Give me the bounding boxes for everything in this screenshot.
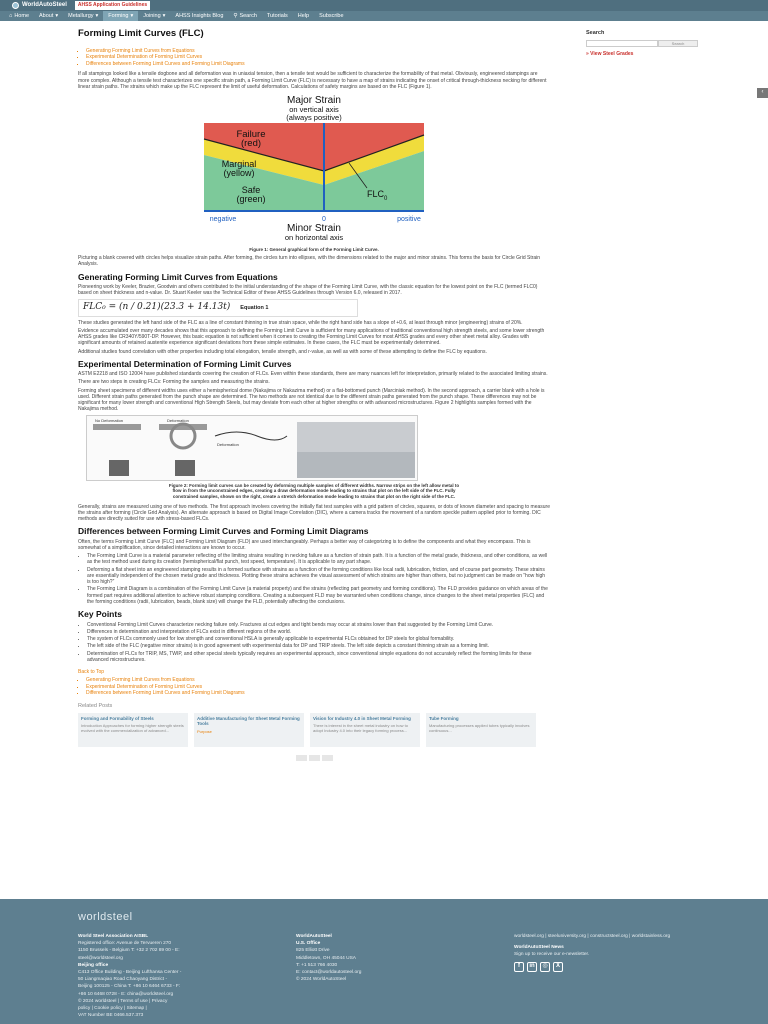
figure-2-caption: Figure 2: Forming limit curves can be created by deforming multiple samples of different widths. Narrow strips on the left allow metal to flow in from the unconstrained edges, creating a draw deformation mode leading to strains that plot on the left side of the FLC. Fully constrained samples, shown on the right, create a stretch deformation mode leading to strains that plot on the right side of the FLC. [168, 482, 460, 499]
related-card[interactable] [426, 713, 536, 747]
footer-heading: WorldAutoSteel [296, 934, 332, 939]
footer-line: Beijing 100125 - China T: +86 10 6464 6733 - F: [78, 984, 181, 990]
heading-generating: Generating Forming Limit Curves from Equations [78, 271, 278, 282]
nav-blog[interactable]: AHSS Insights Blog [175, 12, 224, 19]
equation-formula: FLC₀ = (n / 0.21)(23.3 + 14.13t) [83, 302, 231, 313]
punch-part [109, 460, 129, 476]
list-item: • Differences in determination and interpretation of FLCs exist in different regions of the world. [87, 629, 550, 635]
paragraph: Picturing a blank covered with circles helps visualize strain paths. After forming, the circles turn into ellipses, with the dimensions related to the major and minor strains. This forms the basis for Circle Grid Strain Analysis. [78, 255, 541, 268]
logo-text: WorldAutoSteel [22, 1, 67, 8]
related-card-excerpt: Manufacturing processes applied tubes typically involves continuous... [429, 723, 530, 734]
minor-strain-title: Minor Strain [287, 223, 341, 235]
footer [0, 899, 768, 1024]
list-item: • The Forming Limit Curve is a material parameter reflecting of the limiting strains resulting in necking failure as a function of strain path. It is a function of the metal grade, thickness, and other conditions, as well as the test method used during its creation (hemispherical/flat punch, test speed, temperature). It is applicable to any part shape. [87, 553, 550, 566]
footer-sites-links[interactable]: worldsteel.org | steeluniversity.org | constructsteel.org | worldstainless.org [514, 934, 671, 939]
fig2-label: No Deformation [95, 417, 124, 423]
footer-links [514, 933, 714, 972]
footer-heading: World Steel Association AISBL [78, 934, 149, 939]
footer-line: VAT Number BE 0466.537.373 [78, 1013, 144, 1019]
related-card-title[interactable]: Vision for Industry 4.0 in Sheet Metal Forming [313, 715, 411, 721]
sidebar-search-label: Search [586, 30, 605, 36]
facebook-icon[interactable]: f [514, 962, 524, 972]
nav-joining[interactable]: Joining ▾ [143, 12, 166, 19]
table-of-contents [86, 48, 550, 68]
nav-subscribe[interactable]: Subscribe [319, 12, 344, 19]
toc-link[interactable]: ▪ Generating Forming Limit Curves from Equations [86, 677, 550, 684]
paragraph: Often, the terms Forming Limit Curve (FLC) and Forming Limit Diagram (FLD) are used interchangeably. Perhaps a better way of categorizing is to define the components and what they encompass. This is somewhat of a simplification, since detailed interactions are known to occur. [78, 538, 531, 551]
heading-experimental: Experimental Determination of Forming Limit Curves [78, 358, 292, 369]
toc-link[interactable]: ▪ Experimental Determination of Forming Limit Curves [86, 54, 550, 61]
x-icon[interactable]: X [553, 962, 563, 972]
related-card[interactable] [194, 713, 304, 747]
minor-strain-sub: on horizontal axis [284, 233, 344, 243]
footer-line: T: +1 513 766 4030 [296, 962, 338, 968]
chevron-down-icon: ▾ [162, 12, 166, 19]
marginal-sub: (yellow) [223, 168, 255, 179]
side-toggle[interactable] [757, 88, 768, 98]
positive-label: positive [397, 216, 421, 224]
heading-key-points: Key Points [78, 609, 122, 620]
nav-home[interactable]: ⌂ Home [9, 12, 29, 19]
samples-illustration [87, 416, 419, 482]
toc-link[interactable]: ▪ Experimental Determination of Forming Limit Curves [86, 684, 550, 691]
safe-sub: (green) [236, 194, 266, 205]
negative-label: negative [209, 216, 237, 224]
major-strain-title: Major Strain [287, 95, 341, 107]
view-steel-grades-link[interactable]: » View Steel Grades [586, 50, 634, 57]
chevron-down-icon: ▾ [95, 12, 99, 19]
footer-heading: WorldAutoSteel News [514, 945, 564, 951]
footer-line: Registered office: Avenue de Tervueren 270 [78, 941, 172, 947]
related-card-excerpt: There is interest in the sheet metal industry on how to adopt Industry 4.0 into their legacy forming process... [313, 723, 408, 734]
intro-paragraph: If all stampings looked like a tensile dogbone and all deformation was in uniaxial tension, then a tensile test would be sufficient to characterize the formability of that metal. Obviously, engineered stampings are more complex. Although a tensile test characterizes one specific strain path, a Forming Limit Curve (FLC) is necessary to have a map of strains indicating the onset of critical through-thickness necking for different linear strain paths. The strains which make up the FLC represent the limit of useful deformation. Calculations of safety margins are based on the FLC (Figure 1). [78, 71, 547, 90]
footer-line: policy | Cookie policy | Sitemap | [78, 1005, 147, 1011]
nav-help[interactable]: Help [297, 12, 310, 19]
footer-line: © 2024 worldsteel | Terms of use | Privacy [78, 998, 168, 1004]
footer-line: steel@worldsteel.org [78, 955, 123, 961]
footer-line: 50 Liangmaqiao Road Chaoyang District - [78, 977, 168, 983]
marginal-label: Marginal [221, 159, 257, 170]
footer-worldautosteel [296, 933, 466, 983]
paragraph: Additional studies found correlation with other properties including total elongation, tensile strength, and r-value, as well as with some of these attempting to define the FLC by equations. [78, 348, 487, 355]
related-card-title[interactable]: Tube Forming [429, 715, 459, 721]
zero-label: 0 [322, 216, 326, 224]
footer-subheading: Beijing office [78, 962, 109, 968]
related-card-excerpt: Purpose [197, 728, 212, 734]
sidebar [586, 30, 706, 57]
paragraph: These studies generated the left hand side of the FLC as a line of constant thinning in true strain space, while the right hand side has a slope of +0.6, at least through minor (engineering) strains of 20%. [78, 319, 523, 326]
list-item: • Conventional Forming Limit Curves characterize necking failure only. Fractures at cut edges and tight bends may occur at strains lower than that suggested by the Forming Limit Curve. [87, 622, 550, 628]
nav-about[interactable]: About ▾ [39, 12, 59, 19]
pager-prev-button[interactable] [296, 755, 307, 761]
instagram-icon[interactable]: ◎ [540, 962, 550, 972]
paragraph: Generally, strains are measured using one of two methods. The first approach involves covering the initially flat test samples with a grid pattern of circles, squares, or dots of known diameter and spacing to measure the strains after forming (Circle Grid Analysis). An alternate approach is based on Digital Image Correlation (DIC), where a camera tracks the movement of a random speckle pattern applied prior to forming. DIC methods are directly suited for use with stress-based FLCs. [78, 503, 550, 523]
footer-line: 825 Elliott Drive [296, 948, 330, 954]
sheet-curve [215, 432, 287, 440]
article [78, 28, 550, 769]
nav-metallurgy[interactable]: Metallurgy ▾ [68, 12, 99, 19]
key-points-list [87, 622, 550, 664]
list-item: • The Forming Limit Diagram is a combination of the Forming Limit Curve (a material property) and the strains (reflecting part geometry and forming conditions). The FLD provides guidance on which areas of the formed part requires additional attention to achieve robust stamping conditions. Creating a subsequent FLD may be warranted when conditions change, since changes to the sheet metal properties (FLC) and the forming conditions (radii, lubrication, beads, blank size) will change the FLD, potentially affecting the conclusions. [87, 586, 550, 605]
top-bar [0, 0, 768, 11]
flc-sub: 0 [384, 196, 388, 203]
newsletter-signup-link[interactable]: Sign up to receive our e-newsletter. [514, 952, 590, 958]
equation-box [78, 299, 358, 316]
related-card-title[interactable]: Forming and Formability of Steels [81, 715, 154, 721]
toc-link[interactable]: ▪ Differences between Forming Limit Curves and Forming Limit Diagrams [86, 690, 550, 697]
toc-link[interactable]: ▪ Generating Forming Limit Curves from Equations [86, 48, 550, 55]
social-links [514, 962, 714, 972]
footer-line: © 2024 WorldAutoSteel [296, 977, 347, 983]
paragraph: Evidence accumulated over many decades shows that this approach to defining the Forming Limit Curve is sufficient for many applications of traditional conventional high strength steels, and some lower strength AHSS grades like CR340Y/590T-DP. However, this basic equation is not sufficient when it comes to creating the Forming Limit Curves for most AHSS grades and every other sheet metal alloy. Grades with significant amounts of retained austenite experience significant deviations from these simple estimates. In these cases, the FLC must be experimentally determined. [78, 327, 545, 347]
safe-label: Safe [241, 185, 261, 196]
differences-list [87, 553, 550, 605]
guidelines-badge[interactable]: AHSS Application Guidelines [75, 1, 150, 9]
equation-label: Equation 1 [240, 304, 269, 311]
search-input[interactable] [586, 40, 658, 47]
photo-row [297, 422, 415, 452]
linkedin-icon[interactable]: in [527, 962, 537, 972]
list-item: • The left side of the FLC (negative minor strains) is in good agreement with experimental data for DP and TRIP steels. The left side depicts a constant thinning strain as a forming limit. [87, 643, 550, 649]
failure-sub: (red) [240, 138, 262, 150]
nav-tutorials[interactable]: Tutorials [266, 12, 288, 19]
search-icon: ⚲ [233, 12, 238, 19]
figure-1-caption: Figure 1: General graphical form of the Forming Limit Curve. [249, 247, 379, 253]
flc-diagram [199, 93, 429, 245]
footer-subheading: U.S. Office [296, 941, 321, 947]
major-strain-sub1: on vertical axis [289, 105, 339, 115]
list-item: • Deforming a flat sheet into an engineered stamping results in a formed surface with strains as a function of the forming conditions like local radii, lubrication, friction, and of course part geometry. These strains are essentially independent of the chosen metal grade and thickness. Plotting these strains achieves the visual assessment of which strains are higher than others, but no judgment can be made on “how high is too high?” [87, 567, 550, 586]
die-part [93, 424, 141, 430]
nav-forming[interactable]: Forming ▾ [103, 11, 138, 21]
related-posts [78, 713, 550, 747]
paragraph: There are two steps in creating FLCs: Forming the samples and measuring the strains. [78, 379, 270, 386]
nav-search[interactable]: ⚲ Search [233, 12, 257, 19]
footer-line: 1150 Brussels - Belgium T: +32 2 702 89 00 - E: [78, 948, 180, 954]
paragraph: Forming sheet specimens of different widths uses either a hemispherical dome (Nakajima or Nakazima method) or a flat-bottomed punch (Marciniak method). In the second approach, a carrier blank with a hole is used. Different strain paths generated from the punch shape are determined. The two methods are not identical due to the different strain paths generated from the punch shape. These differences may not be significant for many lower strength and conventional High Strength Steels, but may deviate from each other at higher strengths or with advanced microstructures. Figure 2 highlights samples formed with the Nakajima method. [78, 387, 545, 413]
fig2-label: Deformation [217, 441, 239, 447]
punch-part [175, 460, 195, 476]
main-nav [0, 11, 768, 21]
search-button[interactable]: Search [658, 40, 698, 47]
failure-label: Failure [236, 129, 266, 141]
photo-row [297, 452, 415, 478]
footer-worldsteel [78, 933, 268, 1019]
home-icon: ⌂ [9, 12, 13, 19]
page-title: Forming Limit Curves (FLC) [78, 28, 204, 39]
sidebar-search [586, 40, 706, 47]
fig2-label: Deformation [167, 417, 189, 423]
footer-line: Middletown, OH 45044 USA [296, 955, 356, 961]
paragraph: ASTM E2218 and ISO 12004 have published standards covering the creation of FLCs. Even within these standards, there are many nuances left for interpretation, primarily related to the associated limiting strains. [78, 371, 548, 378]
major-strain-sub2: (always positive) [286, 113, 342, 123]
heading-differences: Differences between Forming Limit Curves and Forming Limit Diagrams [78, 526, 369, 537]
footer-line: E: contact@worldautosteel.org [296, 969, 362, 975]
bottom-toc [86, 677, 550, 697]
related-posts-title: Related Posts [78, 702, 113, 709]
footer-line: C413 Office Building - Beijing Lufthansa Center - [78, 969, 182, 975]
related-card[interactable] [310, 713, 420, 747]
figure-samples [86, 415, 418, 481]
footer-logo[interactable]: worldsteel [78, 911, 133, 923]
related-card-excerpt: Introduction Approaches for forming higher strength steels evolved with the commercialization of advanced... [81, 723, 184, 734]
chevron-down-icon: ▾ [55, 12, 59, 19]
site-logo[interactable] [12, 2, 67, 10]
footer-line: +86 10 6468 0728 - E: china@worldsteel.org [78, 991, 174, 997]
globe-icon [12, 2, 19, 9]
list-item: • The system of FLCs commonly used for low strength and conventional HSLA is generally applicable to experimental FLCs obtained for DP steels for global formability. [87, 636, 550, 642]
back-to-top-link[interactable]: Back to Top [78, 669, 105, 675]
related-card-title[interactable]: Additive Manufacturing for Sheet Metal Forming Tools [197, 715, 300, 727]
related-card[interactable] [78, 713, 188, 747]
list-item: • Determination of FLCs for TRIP, MS, TWIP, and other special steels typically requires an experimental approach, since conventional simple equations do not accurately reflect the forming limits for these advanced microstructures. [87, 651, 550, 664]
figure-flc [199, 93, 429, 253]
related-pager [78, 755, 550, 761]
chevron-left-icon: ‹ [761, 89, 764, 96]
paragraph: Pioneering work by Keeler, Brazier, Goodwin and others contributed to the initial understanding of the shape of the Forming Limit Curve, with the classic equation for the lowest point on the FLC (termed FLC0) based on sheet thickness and n-value. Dr. Stuart Keeler was the Technical Editor of these AHSS Guidelines through Version 6.0, released in 2017. [78, 283, 538, 297]
toc-link[interactable]: ▪ Differences between Forming Limit Curves and Forming Limit Diagrams [86, 61, 550, 68]
flc-label: FLC [367, 189, 385, 200]
chevron-down-icon: ▾ [130, 12, 134, 19]
pager-dot[interactable] [309, 755, 320, 761]
pager-next-button[interactable] [322, 755, 333, 761]
